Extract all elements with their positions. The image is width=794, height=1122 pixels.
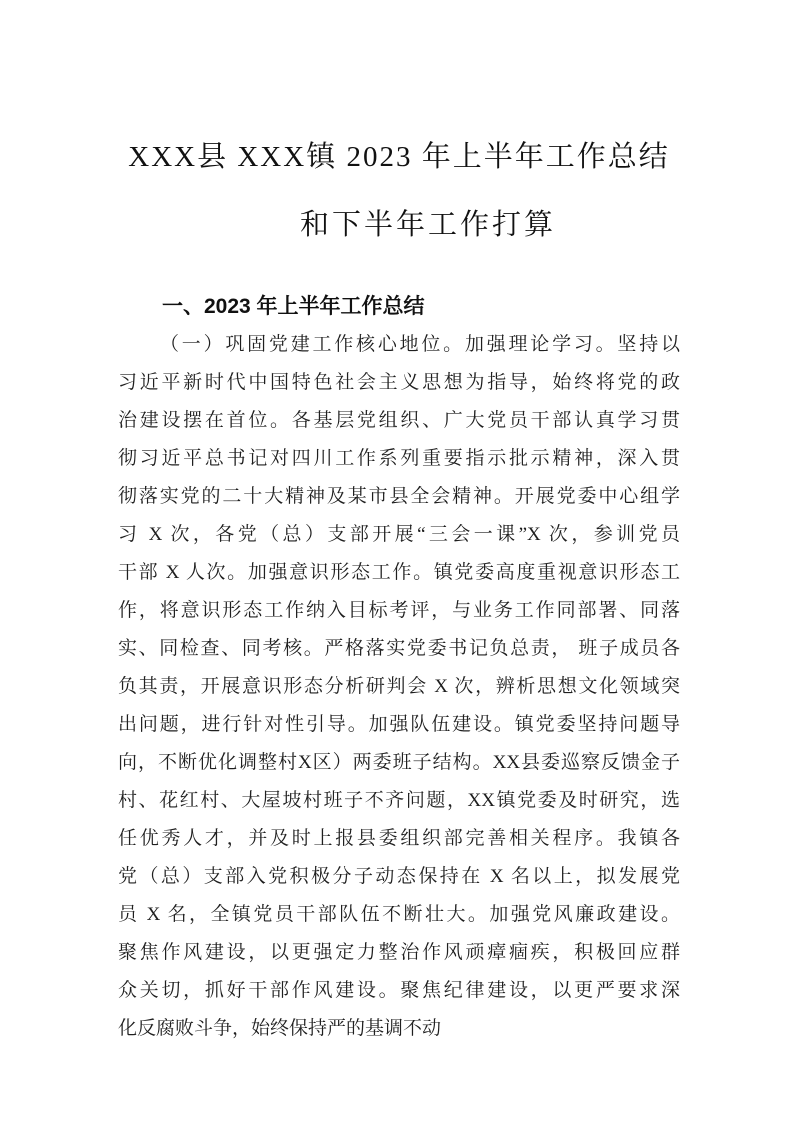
paragraph-line: （一）巩固党建工作核心地位。加强理论学习。坚持以	[160, 334, 680, 355]
paragraph-line: 员 X 名，全镇党员干部队伍不断壮大。加强党风廉政建设。	[118, 904, 680, 925]
paragraph-line: 任优秀人才，并及时上报县委组织部完善相关程序。我镇各	[118, 828, 680, 849]
paragraph-line: 出问题，进行针对性引导。加强队伍建设。镇党委坚持问题导	[118, 714, 680, 735]
paragraph-line: 治建设摆在首位。各基层党组织、广大党员干部认真学习贯	[118, 410, 680, 431]
paragraph-line: 众关切，抓好干部作风建设。聚焦纪律建设，以更严要求深	[118, 980, 680, 1001]
document-body	[118, 288, 680, 1048]
paragraph-line: 党（总）支部入党积极分子动态保持在 X 名以上，拟发展党	[118, 866, 680, 887]
paragraph-line: 实、同检查、同考核。严格落实党委书记负总责， 班子成员各	[118, 638, 680, 659]
paragraph-line: 作，将意识形态工作纳入目标考评，与业务工作同部署、同落	[118, 600, 680, 621]
paragraph-line: 村、花红村、大屋坡村班子不齐问题，XX镇党委及时研究，选	[118, 790, 680, 811]
document-title	[118, 123, 680, 259]
paragraph-line: 向，不断优化调整村X区）两委班子结构。XX县委巡察反馈金子	[118, 752, 680, 773]
section-heading: 一、2023 年上半年工作总结	[162, 295, 425, 318]
paragraph-line: 化反腐败斗争，始终保持严的基调不动	[118, 1018, 442, 1039]
paragraph-line: 负其责，开展意识形态分析研判会 X 次，辨析思想文化领域突	[118, 676, 680, 697]
paragraph-line: 干部 X 人次。加强意识形态工作。镇党委高度重视意识形态工	[118, 562, 680, 583]
title-line-1: XXX县 XXX镇 2023 年上半年工作总结	[128, 141, 670, 173]
paragraph-line: 彻习近平总书记对四川工作系列重要指示批示精神，深入贯	[118, 448, 680, 469]
paragraph-line: 聚焦作风建设，以更强定力整治作风顽瘴痼疾，积极回应群	[118, 942, 680, 963]
paragraph-line: 习 X 次，各党（总）支部开展“三会一课”X 次，参训党员	[118, 524, 680, 545]
paragraph-line: 彻落实党的二十大精神及某市县全会精神。开展党委中心组学	[118, 486, 680, 507]
paragraph	[118, 326, 680, 1048]
title-line-2: 和下半年工作打算	[299, 209, 556, 241]
paragraph-line: 习近平新时代中国特色社会主义思想为指导，始终将党的政	[118, 372, 680, 393]
